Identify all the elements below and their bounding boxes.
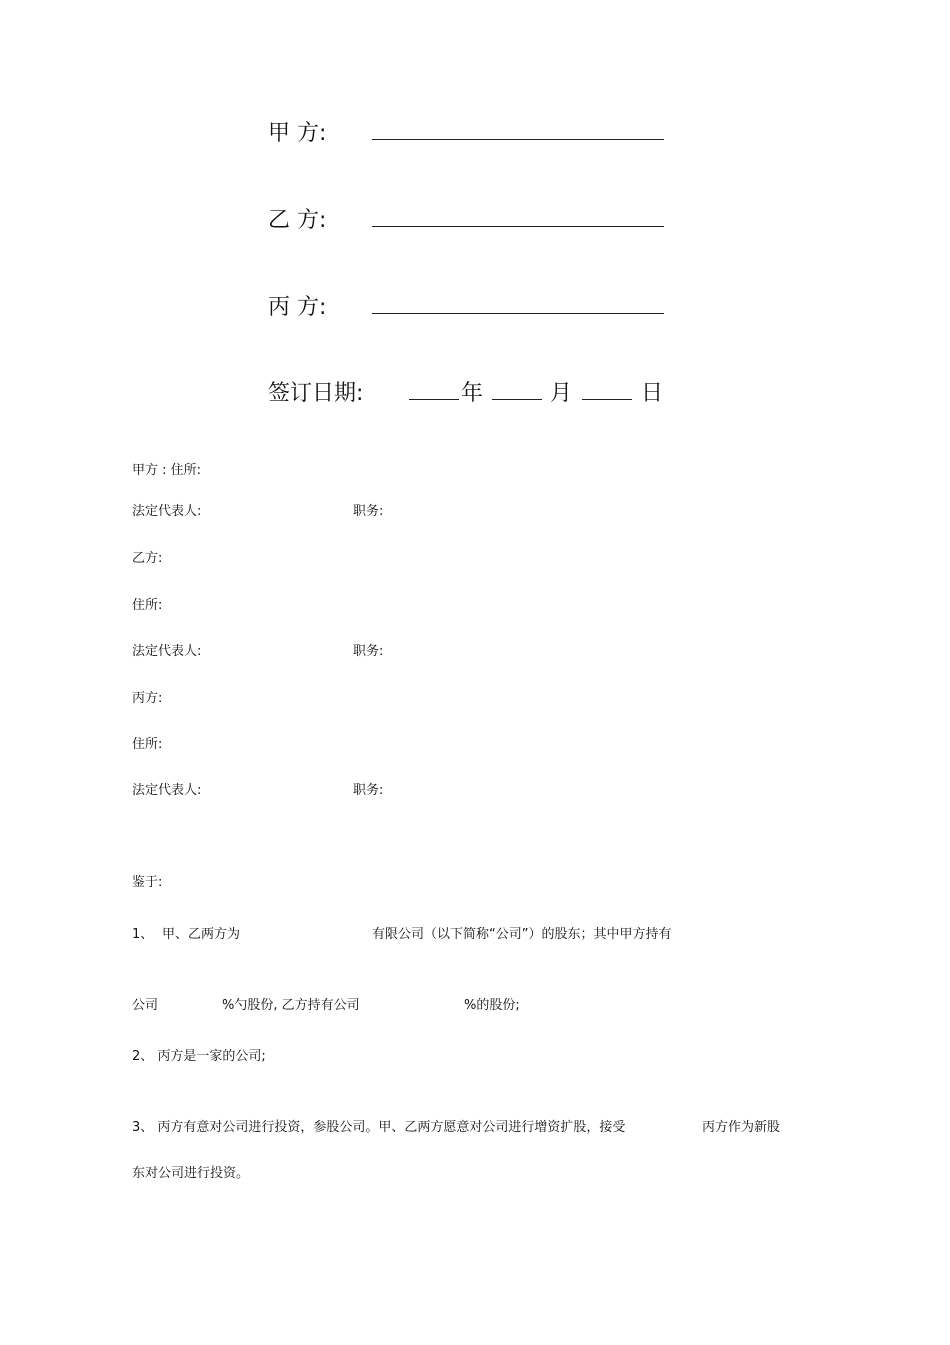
party-b-heading-label: 乙 方: (268, 208, 327, 233)
party-a-title-label: 职务: (353, 504, 384, 519)
party-c-address-label: 住所: (132, 737, 163, 752)
year-blank-line (409, 399, 459, 400)
party-a-heading-label: 甲 方: (268, 121, 327, 146)
party-a-heading (268, 116, 326, 147)
party-c-heading-label: 丙 方: (268, 295, 327, 320)
month-blank-line (492, 399, 542, 400)
recital-3-text-b: 丙方作为新股 (702, 1120, 781, 1135)
recital-1-text-a: 甲、乙两方为 (162, 927, 241, 942)
day-label: 日 (641, 381, 664, 406)
party-b-address-label: 住所: (132, 598, 163, 613)
recital-2: 2、 丙方是一家的公司; (132, 1049, 266, 1064)
party-b-rep-label: 法定代表人: (132, 644, 202, 659)
party-b-title-label: 职务: (353, 644, 384, 659)
party-a-rep-label: 法定代表人: (132, 504, 202, 519)
party-c-label: 丙方: (132, 691, 163, 706)
sign-date-heading (268, 376, 363, 407)
party-a-blank-line (372, 139, 664, 140)
party-c-blank-line (372, 313, 664, 314)
party-b-label: 乙方: (132, 551, 163, 566)
recital-1-text-d: %勺股份, 乙方持有公司 (222, 998, 360, 1013)
day-blank-line (582, 399, 632, 400)
party-c-title-label: 职务: (353, 783, 384, 798)
recital-1-text-b: 有限公司（以下简称“公司”）的股东；其中甲方持有 (372, 927, 672, 942)
recital-3-text-c: 东对公司进行投资。 (132, 1166, 250, 1181)
year-label: 年 (461, 381, 484, 406)
recital-1-text-e: %的股份; (464, 998, 520, 1013)
recital-3-text-a: 3、 丙方有意对公司进行投资，参股公司。甲、乙两方愿意对公司进行增资扩股，接受 (132, 1120, 626, 1135)
recital-1-number: 1、 (132, 927, 154, 942)
party-c-heading (268, 290, 326, 321)
party-b-blank-line (372, 226, 664, 227)
party-a-address-label: 甲方 : 住所: (132, 463, 202, 478)
party-b-heading (268, 203, 326, 234)
party-c-rep-label: 法定代表人: (132, 783, 202, 798)
sign-date-label: 签订日期: (268, 381, 364, 406)
month-label: 月 (550, 381, 573, 406)
recital-1-text-c: 公司 (132, 998, 159, 1013)
recitals-intro: 鉴于: (132, 875, 163, 890)
